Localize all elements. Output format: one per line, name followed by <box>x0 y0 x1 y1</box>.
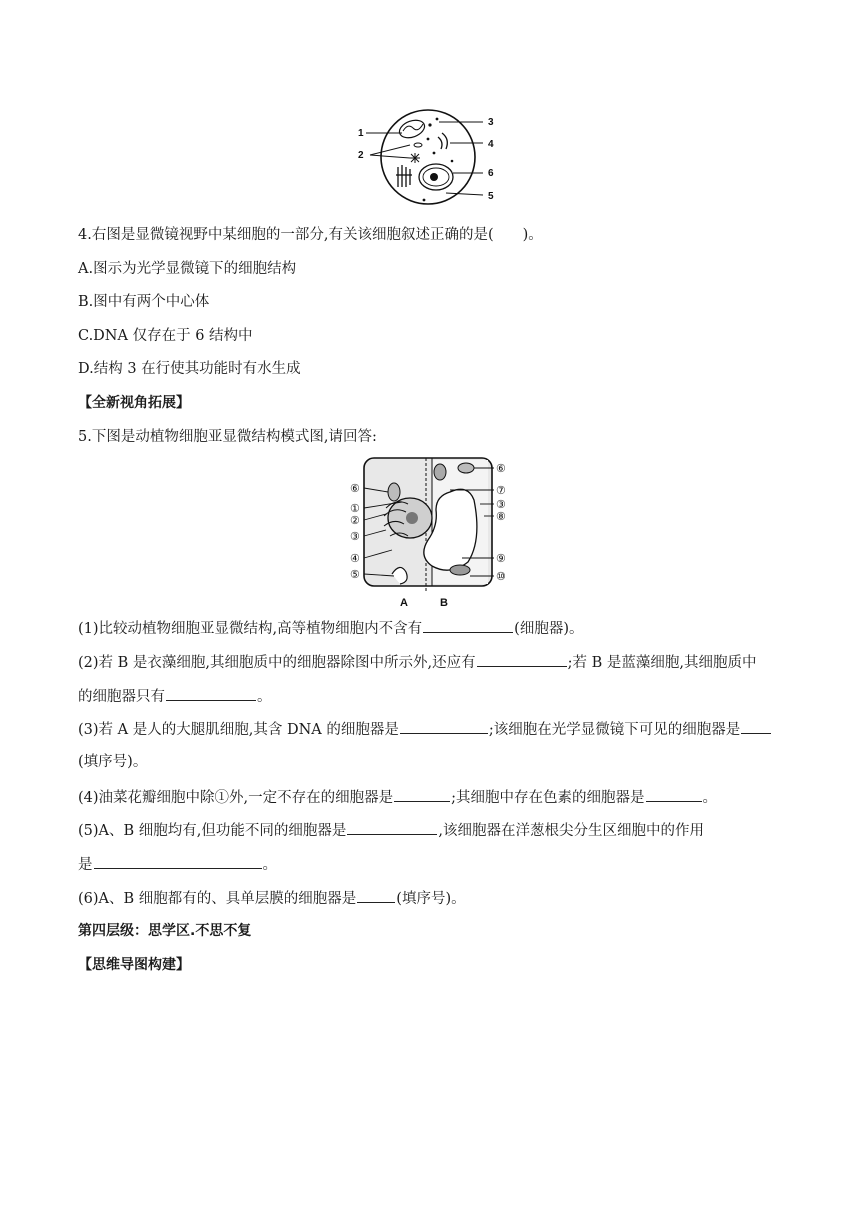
fig1-label-5: 5 <box>488 191 494 202</box>
fig2-label-right-9: ⑨ <box>496 553 506 565</box>
q4-option-c: C.DNA 仅存在于 6 结构中 <box>78 328 253 344</box>
q5-part5-text-c: 是 <box>78 857 93 873</box>
fig2-label-left-5: ⑤ <box>350 569 360 581</box>
fig1-label-3: 3 <box>488 117 494 128</box>
q5-part3-cont: (填序号)。 <box>78 754 148 770</box>
q5-part2-text-d: 。 <box>257 689 272 705</box>
answer-blank-2b[interactable] <box>166 686 256 701</box>
q5-part4-text-c: 。 <box>702 790 718 806</box>
answer-blank-5a[interactable] <box>347 820 437 835</box>
answer-blank-2a[interactable] <box>477 652 567 667</box>
answer-blank-5b[interactable] <box>94 854 262 869</box>
q5-part4 <box>78 787 717 807</box>
q5-part2-cont <box>78 686 272 706</box>
q5-part3-text-b: ;该细胞在光学显微镜下可见的细胞器是 <box>488 722 741 738</box>
fig2-label-right-6: ⑥ <box>496 463 506 475</box>
answer-blank-4b[interactable] <box>646 787 702 802</box>
fig1-label-4: 4 <box>488 139 494 150</box>
level4-title: 第四层级：思学区.不思不复 <box>78 923 252 939</box>
fig2-label-right-10: ⑩ <box>496 571 506 583</box>
q5-part2-text-b: ;若 B 是蓝藻细胞,其细胞质中 <box>567 655 757 671</box>
answer-blank-3a[interactable] <box>400 719 488 734</box>
q5-part3 <box>78 719 772 739</box>
fig1-label-1: 1 <box>358 128 364 139</box>
fig2-label-right-7: ⑦ <box>496 485 506 497</box>
cell-microscope-figure <box>350 105 510 210</box>
q4-option-b: B.图中有两个中心体 <box>78 294 210 310</box>
fig1-label-2: 2 <box>358 150 364 161</box>
fig2-label-left-2: ② <box>350 515 360 527</box>
fig2-label-left-6: ⑥ <box>350 483 360 495</box>
q4-stem: 4.右图是显微镜视野中某细胞的一部分,有关该细胞叙述正确的是( )。 <box>78 227 543 243</box>
q5-part4-text-b: ;其细胞中存在色素的细胞器是 <box>451 790 645 806</box>
animal-plant-cell-figure <box>342 452 520 610</box>
q5-part6 <box>78 888 466 908</box>
section-new-perspective: 【全新视角拓展】 <box>78 395 190 411</box>
q5-part3-text-a: (3)若 A 是人的大腿肌细胞,其含 DNA 的细胞器是 <box>78 722 399 738</box>
fig1-label-6: 6 <box>488 168 494 179</box>
answer-blank-3b[interactable] <box>741 719 771 734</box>
fig2-label-left-1: ① <box>350 503 360 515</box>
q4-option-a: A.图示为光学显微镜下的细胞结构 <box>78 261 297 277</box>
q5-part5-cont <box>78 854 277 874</box>
q5-stem: 5.下图是动植物细胞亚显微结构模式图,请回答: <box>78 429 377 445</box>
fig2-label-right-3: ③ <box>496 499 506 511</box>
q5-part2-text-c: 的细胞器只有 <box>78 689 165 705</box>
fig2-label-left-4: ④ <box>350 553 360 565</box>
q5-part6-text-a: (6)A、B 细胞都有的、具单层膜的细胞器是 <box>78 891 357 907</box>
q5-part5 <box>78 820 704 840</box>
q5-part5-text-a: (5)A、B 细胞均有,但功能不同的细胞器是 <box>78 823 347 839</box>
fig2-label-b: B <box>440 597 448 609</box>
q5-part4-text-a: (4)油菜花瓣细胞中除①外,一定不存在的细胞器是 <box>78 790 394 806</box>
q5-part1-text-b: (细胞器)。 <box>514 621 584 637</box>
fig2-label-a: A <box>400 597 408 609</box>
q5-part1-text-a: (1)比较动植物细胞亚显微结构,高等植物细胞内不含有 <box>78 621 423 637</box>
q5-part2 <box>78 652 757 672</box>
answer-blank-1[interactable] <box>423 618 513 633</box>
q5-part1 <box>78 618 583 638</box>
q4-option-d: D.结构 3 在行使其功能时有水生成 <box>78 361 301 377</box>
answer-blank-4a[interactable] <box>394 787 450 802</box>
fig2-label-right-8: ⑧ <box>496 511 506 523</box>
fig2-label-left-3: ③ <box>350 531 360 543</box>
q5-part2-text-a: (2)若 B 是衣藻细胞,其细胞质中的细胞器除图中所示外,还应有 <box>78 655 476 671</box>
section-mindmap: 【思维导图构建】 <box>78 957 190 973</box>
q5-part5-text-b: ,该细胞器在洋葱根尖分生区细胞中的作用 <box>438 823 704 839</box>
answer-blank-6[interactable] <box>357 888 395 903</box>
q5-part6-text-b: (填序号)。 <box>396 891 466 907</box>
q5-part5-text-d: 。 <box>262 857 277 873</box>
